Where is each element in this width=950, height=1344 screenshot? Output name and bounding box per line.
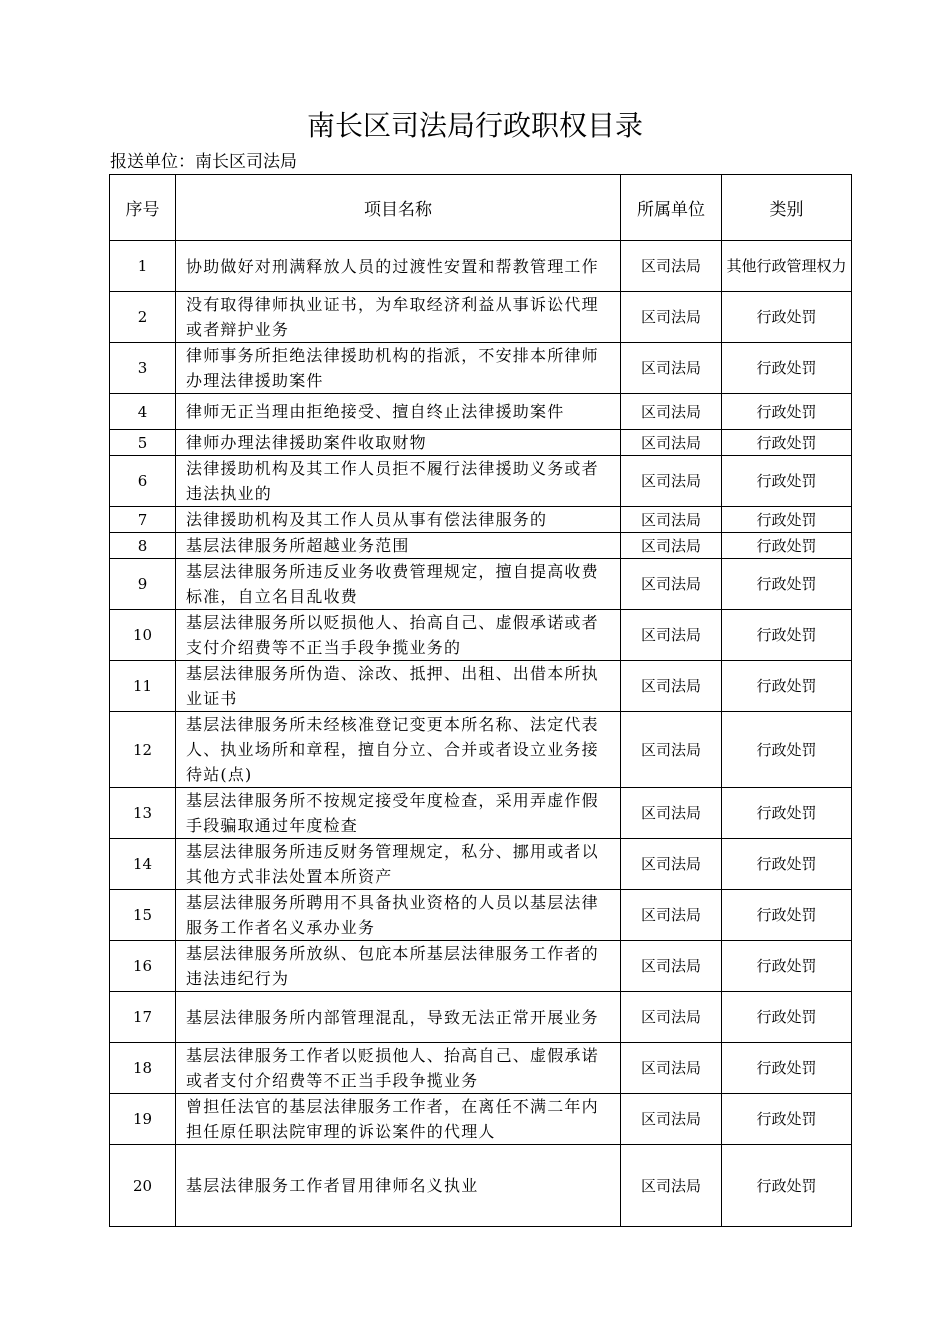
category: 行政处罚 bbox=[722, 292, 852, 343]
item-name: 基层法律服务所违反业务收费管理规定，擅自提高收费标准，自立名目乱收费 bbox=[176, 559, 621, 610]
owning-unit: 区司法局 bbox=[621, 507, 722, 533]
category: 行政处罚 bbox=[722, 507, 852, 533]
category: 行政处罚 bbox=[722, 610, 852, 661]
item-name: 基层法律服务所超越业务范围 bbox=[176, 533, 621, 559]
owning-unit: 区司法局 bbox=[621, 1145, 722, 1227]
table-row bbox=[110, 839, 852, 890]
category: 行政处罚 bbox=[722, 712, 852, 788]
table-row bbox=[110, 533, 852, 559]
category: 行政处罚 bbox=[722, 430, 852, 456]
item-name: 基层法律服务工作者冒用律师名义执业 bbox=[176, 1145, 621, 1227]
category: 行政处罚 bbox=[722, 661, 852, 712]
item-name: 法律援助机构及其工作人员从事有偿法律服务的 bbox=[176, 507, 621, 533]
row-number: 18 bbox=[110, 1043, 176, 1094]
row-number: 16 bbox=[110, 941, 176, 992]
category: 行政处罚 bbox=[722, 992, 852, 1043]
table-row bbox=[110, 1043, 852, 1094]
row-number: 1 bbox=[110, 241, 176, 292]
item-name: 基层法律服务所聘用不具备执业资格的人员以基层法律服务工作者名义承办业务 bbox=[176, 890, 621, 941]
item-name: 律师事务所拒绝法律援助机构的指派，不安排本所律师办理法律援助案件 bbox=[176, 343, 621, 394]
table-row bbox=[110, 890, 852, 941]
row-number: 10 bbox=[110, 610, 176, 661]
table-row bbox=[110, 430, 852, 456]
item-name: 基层法律服务所违反财务管理规定，私分、挪用或者以其他方式非法处置本所资产 bbox=[176, 839, 621, 890]
item-name: 协助做好对刑满释放人员的过渡性安置和帮教管理工作 bbox=[176, 241, 621, 292]
row-number: 20 bbox=[110, 1145, 176, 1227]
table-row bbox=[110, 712, 852, 788]
table-row bbox=[110, 1094, 852, 1145]
category: 行政处罚 bbox=[722, 1145, 852, 1227]
row-number: 3 bbox=[110, 343, 176, 394]
item-name: 律师办理法律援助案件收取财物 bbox=[176, 430, 621, 456]
owning-unit: 区司法局 bbox=[621, 1094, 722, 1145]
owning-unit: 区司法局 bbox=[621, 788, 722, 839]
item-name: 基层法律服务工作者以贬损他人、抬高自己、虚假承诺或者支付介绍费等不正当手段争揽业务 bbox=[176, 1043, 621, 1094]
category: 行政处罚 bbox=[722, 394, 852, 430]
row-number: 2 bbox=[110, 292, 176, 343]
row-number: 7 bbox=[110, 507, 176, 533]
owning-unit: 区司法局 bbox=[621, 292, 722, 343]
row-number: 6 bbox=[110, 456, 176, 507]
owning-unit: 区司法局 bbox=[621, 839, 722, 890]
col-header-name: 项目名称 bbox=[176, 175, 621, 241]
table-row bbox=[110, 610, 852, 661]
table-row bbox=[110, 661, 852, 712]
category: 行政处罚 bbox=[722, 1043, 852, 1094]
item-name: 基层法律服务所放纵、包庇本所基层法律服务工作者的违法违纪行为 bbox=[176, 941, 621, 992]
item-name: 曾担任法官的基层法律服务工作者，在离任不满二年内担任原任职法院审理的诉讼案件的代理人 bbox=[176, 1094, 621, 1145]
row-number: 9 bbox=[110, 559, 176, 610]
table-row bbox=[110, 788, 852, 839]
col-header-no: 序号 bbox=[110, 175, 176, 241]
owning-unit: 区司法局 bbox=[621, 456, 722, 507]
owning-unit: 区司法局 bbox=[621, 661, 722, 712]
table-row bbox=[110, 1145, 852, 1227]
owning-unit: 区司法局 bbox=[621, 533, 722, 559]
category: 行政处罚 bbox=[722, 941, 852, 992]
item-name: 没有取得律师执业证书，为牟取经济利益从事诉讼代理或者辩护业务 bbox=[176, 292, 621, 343]
owning-unit: 区司法局 bbox=[621, 941, 722, 992]
category: 行政处罚 bbox=[722, 839, 852, 890]
col-header-unit: 所属单位 bbox=[621, 175, 722, 241]
table-body bbox=[110, 241, 852, 1227]
row-number: 19 bbox=[110, 1094, 176, 1145]
table-row bbox=[110, 394, 852, 430]
owning-unit: 区司法局 bbox=[621, 394, 722, 430]
category: 行政处罚 bbox=[722, 533, 852, 559]
owning-unit: 区司法局 bbox=[621, 343, 722, 394]
row-number: 11 bbox=[110, 661, 176, 712]
table-row bbox=[110, 941, 852, 992]
row-number: 13 bbox=[110, 788, 176, 839]
table-row bbox=[110, 507, 852, 533]
row-number: 4 bbox=[110, 394, 176, 430]
item-name: 基层法律服务所伪造、涂改、抵押、出租、出借本所执业证书 bbox=[176, 661, 621, 712]
table-row bbox=[110, 292, 852, 343]
owning-unit: 区司法局 bbox=[621, 610, 722, 661]
owning-unit: 区司法局 bbox=[621, 890, 722, 941]
row-number: 17 bbox=[110, 992, 176, 1043]
reporting-unit: 报送单位：南长区司法局 bbox=[110, 152, 297, 172]
category: 行政处罚 bbox=[722, 456, 852, 507]
owning-unit: 区司法局 bbox=[621, 712, 722, 788]
table-row bbox=[110, 992, 852, 1043]
table-row bbox=[110, 456, 852, 507]
category: 行政处罚 bbox=[722, 343, 852, 394]
col-header-category: 类别 bbox=[722, 175, 852, 241]
row-number: 14 bbox=[110, 839, 176, 890]
item-name: 法律援助机构及其工作人员拒不履行法律援助义务或者违法执业的 bbox=[176, 456, 621, 507]
owning-unit: 区司法局 bbox=[621, 241, 722, 292]
category: 其他行政管理权力 bbox=[722, 241, 852, 292]
owning-unit: 区司法局 bbox=[621, 559, 722, 610]
owning-unit: 区司法局 bbox=[621, 430, 722, 456]
row-number: 15 bbox=[110, 890, 176, 941]
item-name: 基层法律服务所不按规定接受年度检查，采用弄虚作假手段骗取通过年度检查 bbox=[176, 788, 621, 839]
row-number: 8 bbox=[110, 533, 176, 559]
owning-unit: 区司法局 bbox=[621, 992, 722, 1043]
item-name: 基层法律服务所以贬损他人、抬高自己、虚假承诺或者支付介绍费等不正当手段争揽业务的 bbox=[176, 610, 621, 661]
table-row bbox=[110, 241, 852, 292]
table-row bbox=[110, 343, 852, 394]
header-row bbox=[110, 175, 852, 241]
category: 行政处罚 bbox=[722, 890, 852, 941]
item-name: 基层法律服务所未经核准登记变更本所名称、法定代表人、执业场所和章程，擅自分立、合并或者设立业务接待站(点) bbox=[176, 712, 621, 788]
category: 行政处罚 bbox=[722, 1094, 852, 1145]
item-name: 律师无正当理由拒绝接受、擅自终止法律援助案件 bbox=[176, 394, 621, 430]
row-number: 12 bbox=[110, 712, 176, 788]
table-row bbox=[110, 559, 852, 610]
row-number: 5 bbox=[110, 430, 176, 456]
authority-table bbox=[109, 174, 852, 1227]
owning-unit: 区司法局 bbox=[621, 1043, 722, 1094]
document-title: 南长区司法局行政职权目录 bbox=[306, 109, 643, 142]
category: 行政处罚 bbox=[722, 559, 852, 610]
category: 行政处罚 bbox=[722, 788, 852, 839]
item-name: 基层法律服务所内部管理混乱，导致无法正常开展业务 bbox=[176, 992, 621, 1043]
